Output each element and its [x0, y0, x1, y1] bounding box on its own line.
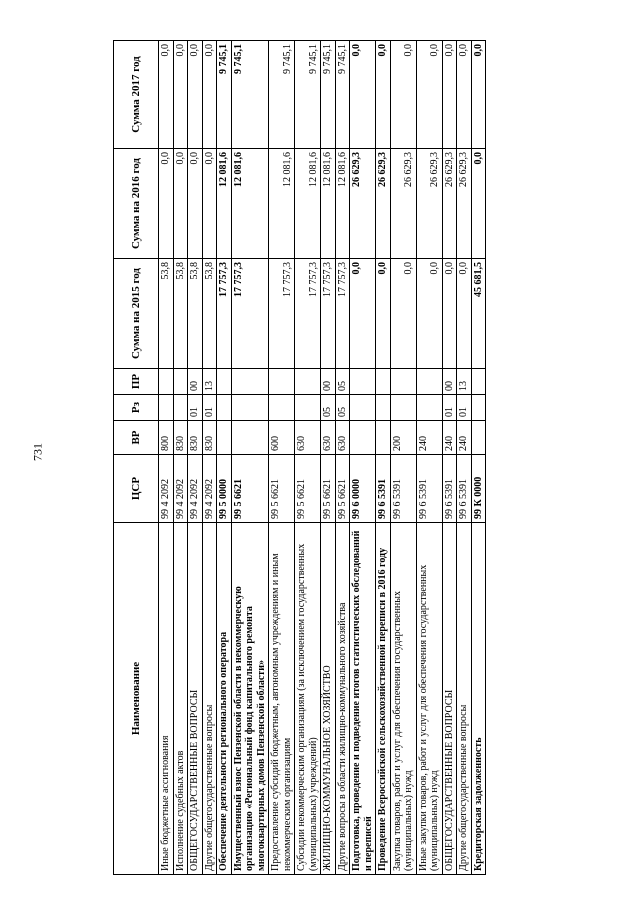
cell-sum-2015: 45 681,5 [471, 259, 486, 369]
cell-vr: 630 [335, 421, 350, 455]
cell-rz [471, 395, 486, 421]
table-row [442, 41, 457, 875]
cell-pr [350, 369, 376, 395]
table-row [335, 41, 350, 875]
table-row [321, 41, 336, 875]
table-row [231, 41, 269, 875]
cell-name: Иные бюджетные ассигнования [159, 523, 174, 875]
cell-rz [416, 395, 442, 421]
cell-rz [231, 395, 269, 421]
cell-name: Иные закупки товаров, работ и услуг для обеспечения государственных (муниципальных) нужд [416, 523, 442, 875]
cell-sum-2016: 26 629,3 [416, 149, 442, 259]
table-row [390, 41, 416, 875]
cell-csr: 99 6 5391 [442, 455, 457, 523]
header-rz: Рз [114, 395, 159, 421]
cell-sum-2017: 9 745,1 [295, 41, 321, 149]
cell-csr: 99 6 5391 [376, 455, 391, 523]
cell-name: ЖИЛИЩНО-КОММУНАЛЬНОЕ ХОЗЯЙСТВО [321, 523, 336, 875]
cell-pr [416, 369, 442, 395]
cell-sum-2015: 0,0 [416, 259, 442, 369]
cell-sum-2015: 0,0 [457, 259, 472, 369]
cell-sum-2017: 0,0 [442, 41, 457, 149]
cell-pr [295, 369, 321, 395]
cell-vr: 830 [202, 421, 217, 455]
cell-sum-2015: 0,0 [376, 259, 391, 369]
table-row [376, 41, 391, 875]
cell-name: Проведение Всероссийской сельскохозяйственной переписи в 2016 году [376, 523, 391, 875]
cell-name: Субсидии некоммерческим организациям (за исключением государственных (муниципальных) учреждений) [295, 523, 321, 875]
cell-pr [159, 369, 174, 395]
cell-vr [376, 421, 391, 455]
cell-name: Другие общегосударственные вопросы [202, 523, 217, 875]
cell-csr: 99 5 6621 [321, 455, 336, 523]
cell-pr: 13 [457, 369, 472, 395]
cell-rz: 01 [442, 395, 457, 421]
cell-sum-2017: 0,0 [350, 41, 376, 149]
cell-vr [217, 421, 232, 455]
cell-name: Кредиторская задолженность [471, 523, 486, 875]
cell-csr: 99 4 2092 [188, 455, 203, 523]
cell-csr: 99 4 2092 [159, 455, 174, 523]
cell-pr [471, 369, 486, 395]
cell-csr: 99 6 5391 [416, 455, 442, 523]
cell-pr [173, 369, 188, 395]
cell-sum-2015: 0,0 [442, 259, 457, 369]
cell-pr [390, 369, 416, 395]
cell-vr: 630 [295, 421, 321, 455]
table-row [188, 41, 203, 875]
cell-pr [217, 369, 232, 395]
cell-sum-2017: 0,0 [202, 41, 217, 149]
cell-rz [269, 395, 295, 421]
cell-sum-2015: 0,0 [390, 259, 416, 369]
cell-name: Другие общегосударственные вопросы [457, 523, 472, 875]
cell-rz: 05 [321, 395, 336, 421]
cell-rz [390, 395, 416, 421]
cell-rz [295, 395, 321, 421]
cell-vr [471, 421, 486, 455]
cell-vr: 800 [159, 421, 174, 455]
table-row [350, 41, 376, 875]
cell-pr: 00 [442, 369, 457, 395]
cell-sum-2016: 12 081,6 [269, 149, 295, 259]
cell-csr: 99 5 6621 [269, 455, 295, 523]
cell-csr: 99 4 2092 [173, 455, 188, 523]
cell-csr: 99 К 0000 [471, 455, 486, 523]
cell-rz [173, 395, 188, 421]
cell-sum-2017: 0,0 [188, 41, 203, 149]
cell-pr [231, 369, 269, 395]
cell-name: ОБЩЕГОСУДАРСТВЕННЫЕ ВОПРОСЫ [188, 523, 203, 875]
cell-csr: 99 5 6621 [295, 455, 321, 523]
cell-sum-2017: 0,0 [376, 41, 391, 149]
cell-sum-2016: 0,0 [173, 149, 188, 259]
cell-pr: 00 [321, 369, 336, 395]
cell-sum-2016: 12 081,6 [231, 149, 269, 259]
table-row [159, 41, 174, 875]
header-csr: ЦСР [114, 455, 159, 523]
cell-sum-2017: 9 745,1 [217, 41, 232, 149]
table-row [457, 41, 472, 875]
cell-rz: 01 [457, 395, 472, 421]
cell-vr: 630 [321, 421, 336, 455]
cell-sum-2016: 26 629,3 [457, 149, 472, 259]
cell-sum-2017: 9 745,1 [335, 41, 350, 149]
cell-csr: 99 5 6621 [335, 455, 350, 523]
cell-sum-2016: 0,0 [159, 149, 174, 259]
table-row [173, 41, 188, 875]
cell-csr: 99 4 2092 [202, 455, 217, 523]
cell-sum-2016: 26 629,3 [376, 149, 391, 259]
header-name: Наименование [114, 523, 159, 875]
cell-pr [376, 369, 391, 395]
cell-sum-2017: 0,0 [173, 41, 188, 149]
cell-vr: 600 [269, 421, 295, 455]
cell-rz: 01 [202, 395, 217, 421]
cell-pr: 00 [188, 369, 203, 395]
header-sum-2017: Сумма 2017 год [114, 41, 159, 149]
cell-rz: 05 [335, 395, 350, 421]
cell-name: Предоставление субсидий бюджетным, автономным учреждениям и иным некоммерческим организациям [269, 523, 295, 875]
cell-csr: 99 6 0000 [350, 455, 376, 523]
cell-sum-2016: 0,0 [202, 149, 217, 259]
cell-sum-2015: 17 757,3 [335, 259, 350, 369]
cell-vr: 200 [390, 421, 416, 455]
cell-sum-2016: 26 629,3 [390, 149, 416, 259]
cell-vr: 830 [188, 421, 203, 455]
header-vr: ВР [114, 421, 159, 455]
cell-name: ОБЩЕГОСУДАРСТВЕННЫЕ ВОПРОСЫ [442, 523, 457, 875]
table-row [471, 41, 486, 875]
cell-vr [231, 421, 269, 455]
cell-sum-2015: 53,8 [173, 259, 188, 369]
rotated-table-container [113, 41, 537, 875]
cell-sum-2016: 12 081,6 [335, 149, 350, 259]
cell-rz [217, 395, 232, 421]
cell-sum-2016: 12 081,6 [295, 149, 321, 259]
cell-sum-2016: 26 629,3 [442, 149, 457, 259]
cell-name: Исполнение судебных актов [173, 523, 188, 875]
cell-pr: 13 [202, 369, 217, 395]
cell-pr [269, 369, 295, 395]
cell-sum-2017: 0,0 [457, 41, 472, 149]
page-number: 731 [30, 443, 45, 461]
cell-sum-2016: 0,0 [471, 149, 486, 259]
cell-sum-2016: 12 081,6 [217, 149, 232, 259]
cell-sum-2015: 17 757,3 [217, 259, 232, 369]
cell-name: Другие вопросы в области жилищно-коммунального хозяйства [335, 523, 350, 875]
header-sum-2015: Сумма на 2015 год [114, 259, 159, 369]
cell-csr: 99 6 5391 [457, 455, 472, 523]
cell-rz [376, 395, 391, 421]
cell-name: Подготовка, проведение и подведение итогов статистических обследований и переписей [350, 523, 376, 875]
cell-name: Закупка товаров, работ и услуг для обеспечения государственных (муниципальных) нужд [390, 523, 416, 875]
cell-vr: 240 [416, 421, 442, 455]
cell-sum-2015: 17 757,3 [269, 259, 295, 369]
cell-sum-2017: 9 745,1 [321, 41, 336, 149]
cell-sum-2015: 17 757,3 [295, 259, 321, 369]
header-pr: ПР [114, 369, 159, 395]
cell-sum-2017: 0,0 [159, 41, 174, 149]
cell-sum-2017: 9 745,1 [269, 41, 295, 149]
cell-sum-2015: 53,8 [202, 259, 217, 369]
cell-pr: 05 [335, 369, 350, 395]
cell-name: Обеспечение деятельности регионального оператора [217, 523, 232, 875]
table-row [202, 41, 217, 875]
cell-vr: 240 [457, 421, 472, 455]
cell-vr: 830 [173, 421, 188, 455]
cell-sum-2016: 12 081,6 [321, 149, 336, 259]
cell-rz: 01 [188, 395, 203, 421]
cell-rz [159, 395, 174, 421]
cell-sum-2015: 17 757,3 [231, 259, 269, 369]
cell-csr: 99 6 5391 [390, 455, 416, 523]
table-row [269, 41, 295, 875]
cell-rz [350, 395, 376, 421]
table-header-row [114, 41, 159, 875]
cell-csr: 99 5 6621 [231, 455, 269, 523]
cell-sum-2015: 0,0 [350, 259, 376, 369]
header-sum-2016: Сумма на 2016 год [114, 149, 159, 259]
cell-sum-2017: 0,0 [471, 41, 486, 149]
cell-vr [350, 421, 376, 455]
cell-sum-2017: 0,0 [416, 41, 442, 149]
table-row [217, 41, 232, 875]
cell-sum-2016: 0,0 [188, 149, 203, 259]
budget-table [113, 40, 486, 875]
cell-vr: 240 [442, 421, 457, 455]
cell-sum-2015: 53,8 [188, 259, 203, 369]
cell-csr: 99 5 0000 [217, 455, 232, 523]
cell-sum-2015: 17 757,3 [321, 259, 336, 369]
cell-sum-2017: 0,0 [390, 41, 416, 149]
cell-sum-2016: 26 629,3 [350, 149, 376, 259]
table-row [295, 41, 321, 875]
table-row [416, 41, 442, 875]
cell-sum-2015: 53,8 [159, 259, 174, 369]
cell-sum-2017: 9 745,1 [231, 41, 269, 149]
cell-name: Имущественный взнос Пензенской области в некоммерческую организацию «Региональный фонд капитального ремонта многоквартирных домов Пензенской области» [231, 523, 269, 875]
